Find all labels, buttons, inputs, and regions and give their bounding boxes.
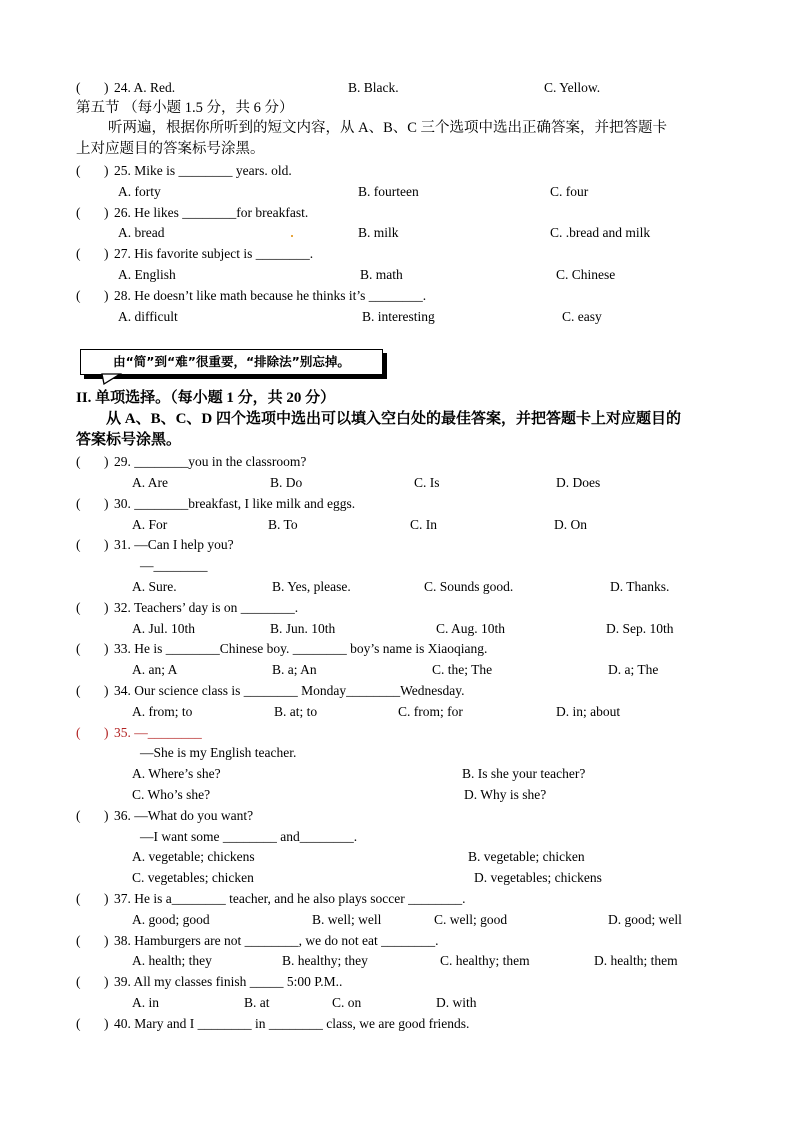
option-d: D. good; well [608, 912, 682, 927]
option-c: C. four [550, 184, 589, 199]
question-stem: 24. A. Red. [114, 80, 176, 95]
question-stem: 38. Hamburgers are not ________, we do not eat ________. [114, 933, 439, 948]
question-stem: 28. He doesn’t like math because he thinks it’s ________. [114, 288, 427, 303]
question-25: ( ) 25. Mike is ________ years. old. [0, 160, 794, 181]
option-b: B. interesting [362, 309, 435, 324]
part-2-instruction-cont: 答案标号涂黑。 [76, 432, 182, 448]
option-d: D. Does [556, 475, 601, 490]
question-29-options [0, 472, 794, 493]
option-a: A. forty [118, 184, 161, 199]
option-b: B. Do [270, 475, 303, 490]
option-c: C. Aug. 10th [436, 621, 506, 636]
option-c: C. Chinese [556, 267, 616, 282]
question-stem: 29. ________you in the classroom? [114, 454, 307, 469]
option-c: C. on [332, 995, 362, 1010]
option-a: A. in [132, 995, 159, 1010]
option-a: A. English [118, 267, 176, 282]
option-c: C. In [410, 517, 437, 532]
callout-pointer [100, 372, 130, 386]
question-27-options [0, 264, 794, 285]
option-b: B. milk [358, 225, 399, 240]
part-2-instruction: 从 A、B、C、D 四个选项中选出可以填入空白处的最佳答案，并把答题卡上对应题目的 [106, 411, 682, 427]
option-b: B. at; to [274, 704, 318, 719]
question-stem: 35. —________ [114, 725, 202, 740]
option-a: A. an; A [132, 662, 178, 677]
question-36-options-ab [0, 846, 794, 867]
question-26-options [0, 222, 794, 243]
option-a: A. Are [132, 475, 168, 490]
question-26: ( ) 26. He likes ________for breakfast. [0, 202, 794, 223]
question-31: ( ) 31. —Can I help you? [0, 534, 794, 555]
question-stem: 27. His favorite subject is ________. [114, 246, 314, 261]
option-c: C. .bread and milk [550, 225, 651, 240]
question-stem: 25. Mike is ________ years. old. [114, 163, 292, 178]
option-a: A. vegetable; chickens [132, 849, 255, 864]
option-b: B. healthy; they [282, 953, 368, 968]
option-d: D. Thanks. [610, 579, 670, 594]
question-34: ( ) 34. Our science class is ________ Monday________Wednesday. [0, 680, 794, 701]
question-36-reply: —I want some ________ and________. [140, 829, 358, 844]
option-c: C. well; good [434, 912, 508, 927]
question-34-options [0, 701, 794, 722]
option-d: D. with [436, 995, 477, 1010]
tip-callout: 由“简”到“难”很重要，“排除法”别忘掉。 [80, 349, 383, 375]
section-5-title: 第五节 （每小题 1.5 分，共 6 分） [76, 100, 294, 116]
question-28: ( ) 28. He doesn’t like math because he thinks it’s ________. [0, 285, 794, 306]
option-d: D. in; about [556, 704, 621, 719]
option-c: C. vegetables; chicken [132, 870, 254, 885]
question-40: ( ) 40. Mary and I ________ in ________ class, we are good friends. [0, 1013, 794, 1034]
question-38-options [0, 950, 794, 971]
question-stem: 37. He is a________ teacher, and he also plays soccer ________. [114, 891, 466, 906]
option-b: B. Jun. 10th [270, 621, 336, 636]
question-30: ( ) 30. ________breakfast, I like milk and eggs. [0, 493, 794, 514]
question-39: ( ) 39. All my classes finish _____ 5:00 P.M.. [0, 971, 794, 992]
option-a: A. from; to [132, 704, 193, 719]
option-b: B. vegetable; chicken [468, 849, 585, 864]
option-a: A. good; good [132, 912, 210, 927]
question-25-options [0, 181, 794, 202]
question-28-options [0, 306, 794, 327]
question-32: ( ) 32. Teachers’ day is on ________. [0, 597, 794, 618]
option-d: D. On [554, 517, 587, 532]
option-a: A. For [132, 517, 168, 532]
question-33-options [0, 659, 794, 680]
question-35-reply: —She is my English teacher. [140, 745, 297, 760]
option-c: C. from; for [398, 704, 463, 719]
option-c: C. Is [414, 475, 440, 490]
question-stem: 34. Our science class is ________ Monday________Wednesday. [114, 683, 465, 698]
option-b: B. Yes, please. [272, 579, 351, 594]
question-32-options [0, 618, 794, 639]
question-35-options-ab [0, 763, 794, 784]
option-c: C. Who’s she? [132, 787, 211, 802]
option-a: A. health; they [132, 953, 212, 968]
option-b: B. at [244, 995, 270, 1010]
question-31-reply: —________ [140, 558, 208, 573]
answer-paren-open: ( [76, 80, 81, 95]
option-b: B. well; well [312, 912, 382, 927]
option-a: A. Jul. 10th [132, 621, 196, 636]
question-stem: 39. All my classes finish _____ 5:00 P.M.. [114, 974, 343, 989]
question-36: ( ) 36. —What do you want? [0, 805, 794, 826]
option-b: B. math [360, 267, 403, 282]
question-31-options [0, 576, 794, 597]
question-stem: 31. —Can I help you? [114, 537, 234, 552]
option-a: A. Where’s she? [132, 766, 221, 781]
question-29: ( ) 29. ________you in the classroom? [0, 451, 794, 472]
option-d: D. health; them [594, 953, 678, 968]
option-c: C. the; The [432, 662, 493, 677]
option-d: D. Sep. 10th [606, 621, 674, 636]
question-33: ( ) 33. He is ________Chinese boy. ________ boy’s name is Xiaoqiang. [0, 638, 794, 659]
question-35-options-cd [0, 784, 794, 805]
question-24 [0, 77, 794, 98]
option-b: B. Black. [348, 80, 399, 95]
option-d: D. Why is she? [464, 787, 547, 802]
part-2-title: II. 单项选择。（每小题 1 分，共 20 分） [76, 390, 336, 406]
question-stem: 30. ________breakfast, I like milk and eggs. [114, 496, 356, 511]
option-d: D. vegetables; chickens [474, 870, 602, 885]
question-38: ( ) 38. Hamburgers are not ________, we do not eat ________. [0, 930, 794, 951]
question-30-options [0, 514, 794, 535]
option-a: A. bread [118, 225, 165, 240]
question-39-options [0, 992, 794, 1013]
option-c: C. healthy; them [440, 953, 530, 968]
section-5-instruction-cont: 上对应题目的答案标号涂黑。 [76, 141, 265, 157]
answer-paren-close: ) [104, 80, 109, 95]
option-d: D. a; The [608, 662, 659, 677]
question-stem: 33. He is ________Chinese boy. ________ boy’s name is Xiaoqiang. [114, 641, 488, 656]
option-c: C. Sounds good. [424, 579, 514, 594]
option-a: A. Sure. [132, 579, 177, 594]
question-35: ( ) 35. —________ [0, 722, 794, 743]
question-stem: 26. He likes ________for breakfast. [114, 205, 309, 220]
section-5-instruction: 听两遍，根据你所听到的短文内容，从 A、B、C 三个选项中选出正确答案，并把答题卡 [108, 120, 668, 136]
stray-dot [291, 235, 293, 237]
option-b: B. fourteen [358, 184, 419, 199]
option-a: A. difficult [118, 309, 178, 324]
option-c: C. Yellow. [544, 80, 601, 95]
option-b: B. To [268, 517, 298, 532]
question-37: ( ) 37. He is a________ teacher, and he also plays soccer ________. [0, 888, 794, 909]
question-36-options-cd [0, 867, 794, 888]
question-27: ( ) 27. His favorite subject is ________. [0, 243, 794, 264]
question-stem: 32. Teachers’ day is on ________. [114, 600, 299, 615]
question-37-options [0, 909, 794, 930]
question-stem: 40. Mary and I ________ in ________ class, we are good friends. [114, 1016, 470, 1031]
option-b: B. a; An [272, 662, 317, 677]
option-c: C. easy [562, 309, 602, 324]
question-stem: 36. —What do you want? [114, 808, 254, 823]
option-b: B. Is she your teacher? [462, 766, 586, 781]
